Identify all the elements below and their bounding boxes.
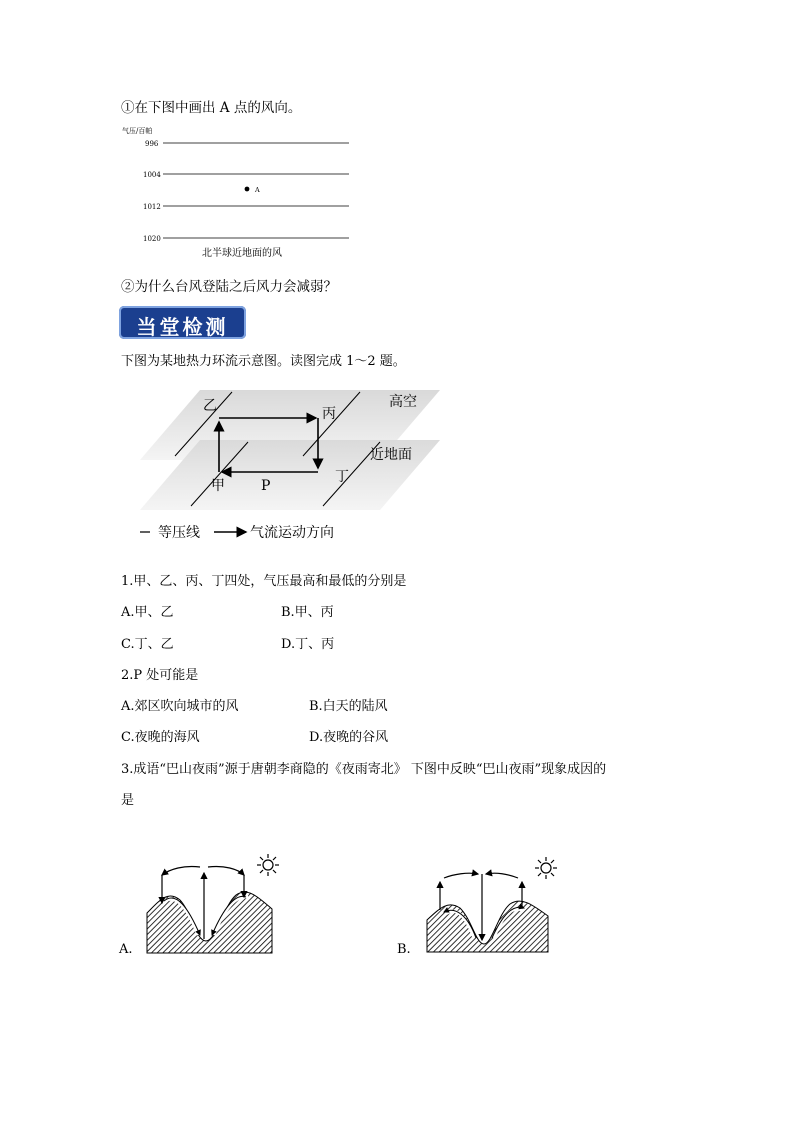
label-upper-plane: 高空 bbox=[389, 394, 417, 410]
valley-diagram-a bbox=[140, 845, 290, 960]
section-badge bbox=[119, 306, 246, 339]
point-a-dot bbox=[245, 187, 250, 192]
label-ding: 丁 bbox=[335, 469, 349, 485]
valley-terrain bbox=[427, 901, 548, 952]
question-1-option-b: B.甲、丙 bbox=[281, 605, 334, 620]
isobar-unit-label: 气压/百帕 bbox=[122, 127, 153, 135]
isobar-level-1020: 1020 bbox=[143, 235, 161, 243]
legend-flow-label: 气流运动方向 bbox=[250, 525, 334, 541]
arrow-upper-left bbox=[162, 866, 200, 875]
section-badge-label: 当堂检测 bbox=[136, 315, 229, 339]
question-1-option-a: A.甲、乙 bbox=[121, 605, 174, 620]
label-lower-plane: 近地面 bbox=[370, 447, 412, 463]
isobar-caption: 北半球近地面的风 bbox=[202, 248, 282, 259]
isobar-level-1012: 1012 bbox=[143, 203, 161, 211]
arrow-upper-right bbox=[208, 866, 244, 875]
question-3-option-b: B. bbox=[397, 942, 411, 957]
valley-diagram-b bbox=[418, 848, 568, 960]
label-p: P bbox=[261, 478, 271, 494]
question-1-option-d: D.丁、丙 bbox=[281, 637, 335, 652]
question-2-option-d: D.夜晚的谷风 bbox=[309, 730, 389, 745]
question-1-option-c: C.丁、乙 bbox=[121, 637, 174, 652]
question-3-option-a: A. bbox=[119, 942, 133, 957]
isobar-level-1004: 1004 bbox=[143, 171, 161, 179]
label-bing: 丙 bbox=[322, 406, 336, 422]
question-2-stem: 2.P 处可能是 bbox=[121, 668, 199, 683]
sun-icon bbox=[535, 857, 557, 879]
question-2-option-c: C.夜晚的海风 bbox=[121, 730, 200, 745]
circulation-figure bbox=[140, 380, 440, 555]
question-2-option-b: B.白天的陆风 bbox=[309, 699, 388, 714]
question-1-stem: 1.甲、乙、丙、丁四处，气压最高和最低的分别是 bbox=[121, 574, 407, 589]
arrow-upper-right bbox=[486, 873, 518, 878]
label-yi: 乙 bbox=[203, 398, 217, 414]
label-jia: 甲 bbox=[211, 478, 225, 494]
question-2-option-a: A.郊区吹向城市的风 bbox=[121, 699, 239, 714]
sun-icon bbox=[257, 854, 279, 876]
arrow-upper-left bbox=[444, 873, 478, 878]
question-3-stem-line2: 是 bbox=[121, 793, 135, 808]
question-intro-2: ②为什么台风登陆之后风力会减弱？ bbox=[121, 279, 337, 295]
question-3-stem-line1: 3.成语“巴山夜雨”源于唐朝李商隐的《夜雨寄北》 下图中反映“巴山夜雨”现象成因的 bbox=[121, 762, 607, 777]
point-a-label: A bbox=[255, 186, 260, 194]
isobar-figure bbox=[118, 122, 358, 262]
isobar-level-996: 996 bbox=[145, 140, 159, 148]
passage-text: 下图为某地热力环流示意图。读图完成 1～2 题。 bbox=[121, 354, 406, 369]
legend-isobar-label: 等压线 bbox=[158, 525, 200, 541]
question-intro-1: ①在下图中画出 A 点的风向。 bbox=[121, 100, 302, 116]
